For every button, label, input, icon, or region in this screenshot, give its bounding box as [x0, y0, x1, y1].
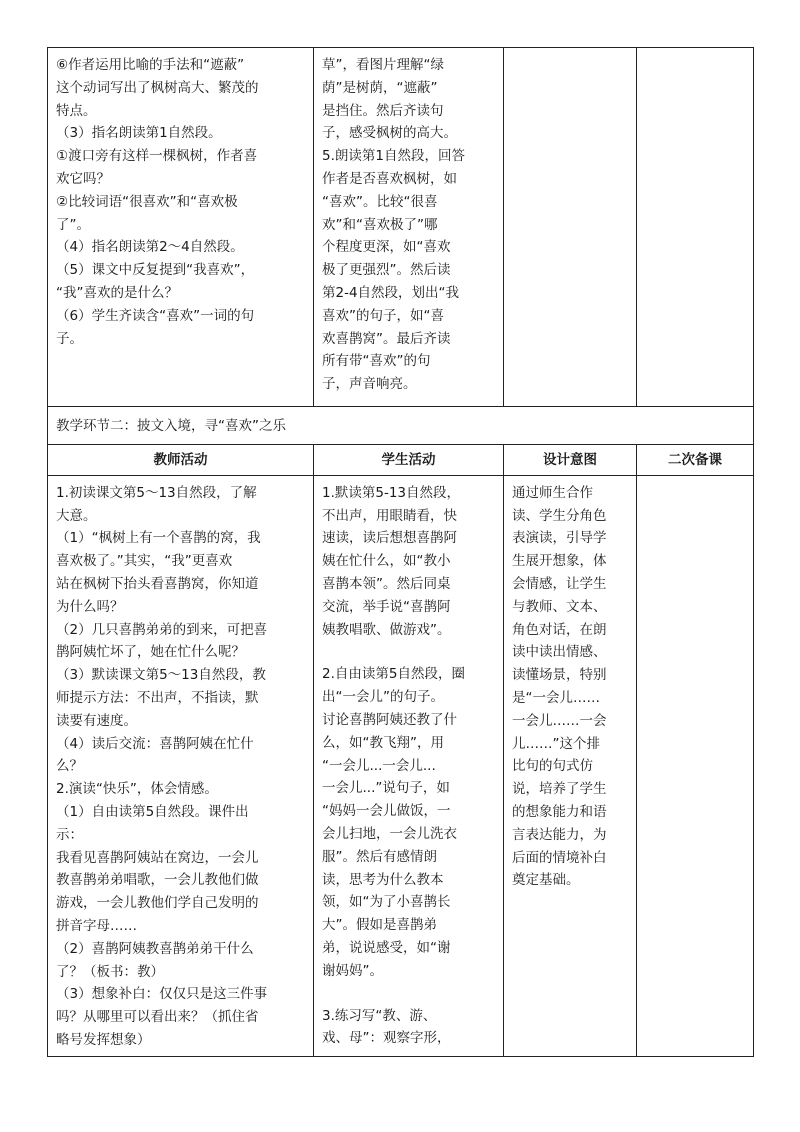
header-second-prep: 二次备课 — [637, 444, 754, 475]
text-line: “喜欢”。比较“很喜 — [322, 193, 438, 210]
text-line: 生展开想象，体 — [512, 553, 607, 570]
table-row-continued — [48, 48, 754, 407]
text-line: 子。 — [56, 330, 83, 347]
lesson-plan-page — [47, 47, 753, 1057]
text-line: 作者是否喜欢枫树，如 — [322, 170, 457, 187]
header-row — [48, 444, 754, 475]
text-line: 不出声，用眼睛看，快 — [322, 507, 457, 524]
text-line: （3）默读课文第5～13自然段，教 — [56, 667, 266, 684]
text-line: 为什么吗？ — [56, 598, 124, 615]
text-line: 吗？从哪里可以看出来？（抓住省 — [56, 1009, 259, 1026]
text-line: 会情感，让学生 — [512, 575, 607, 592]
text-line: （2）几只喜鹊弟弟的到来，可把喜 — [56, 621, 268, 638]
text-line: 了？（板书：教） — [56, 963, 164, 980]
lesson-plan-table — [47, 47, 754, 1057]
text-line: 么？ — [56, 758, 83, 775]
text-line: 欢”和“喜欢极了”哪 — [322, 216, 438, 233]
teacher-activity-cell-top — [48, 48, 314, 407]
text-line: （3）想象补白：仅仅只是这三件事 — [56, 986, 268, 1003]
text-line: （1）自由读第5自然段。课件出 — [56, 803, 249, 820]
text-line: “一会儿...一会儿... — [322, 757, 436, 774]
text-line: 弟，说说感受，如“谢 — [322, 939, 451, 956]
text-line: 一会儿……一会 — [512, 712, 607, 729]
text-line: 说，培养了学生 — [512, 781, 607, 798]
text-line: 儿……”这个排 — [512, 735, 600, 752]
text-line: 鹊阿姨忙坏了，她在忙什么呢？ — [56, 644, 245, 661]
text-line: 会儿扫地，一会儿洗衣 — [322, 825, 457, 842]
text-line: 站在枫树下抬头看喜鹊窝，你知道 — [56, 575, 259, 592]
text-line: 大”。假如是喜鹊弟 — [322, 917, 437, 934]
text-line: 姨教唱歌、做游戏”。 — [322, 621, 451, 638]
text-line: 大意。 — [56, 507, 97, 524]
text-line: 2.自由读第5自然段，圈 — [322, 666, 465, 683]
text-line: ⑥作者运用比喻的手法和“遮蔽” — [56, 57, 245, 73]
text-line: 了”。 — [56, 216, 90, 233]
text-line: 游戏，一会儿教他们学自己发明的 — [56, 895, 259, 912]
second-prep-cell-top — [637, 48, 754, 407]
text-line: 服”。然后有感情朗 — [322, 848, 437, 865]
text-line: （4）指名朗读第2～4自然段。 — [56, 239, 244, 256]
text-line: 师提示方法：不出声，不指读，默 — [56, 689, 259, 706]
text-line: 2.演读“快乐”，体会情感。 — [56, 781, 218, 798]
text-line: 示： — [56, 826, 83, 843]
text-line: 后面的情境补白 — [512, 849, 607, 866]
text-line: （4）读后交流：喜鹊阿姨在忙什 — [56, 735, 254, 752]
text-line: 个程度更深，如“喜欢 — [322, 239, 451, 256]
text-line: 通过师生合作 — [512, 484, 593, 501]
section-row — [48, 407, 754, 445]
text-line: 略号发挥想象） — [56, 1031, 151, 1048]
text-line: （3）指名朗读第1自然段。 — [56, 125, 222, 142]
text-line: 言表达能力，为 — [512, 826, 607, 843]
text-line: 读、学生分角色 — [512, 507, 607, 524]
text-line: 一会儿...”说句子，如 — [322, 780, 450, 797]
section-title: 教学环节二：披文入境，寻“喜欢”之乐 — [48, 407, 754, 445]
text-line: （6）学生齐读含“喜欢”一词的句 — [56, 307, 255, 324]
text-line: 奠定基础。 — [512, 872, 580, 889]
text-line: 谢妈妈”。 — [322, 962, 383, 979]
text-line: 领，如“为了小喜鹊长 — [322, 894, 451, 911]
text-line: 3.练习写“教、游、 — [322, 1007, 437, 1024]
text-line: 是挡住。然后齐读句 — [322, 102, 444, 119]
text-line: 教喜鹊弟弟唱歌，一会儿教他们做 — [56, 872, 259, 889]
text-line: 喜欢”的句子，如“喜 — [322, 307, 444, 324]
text-line: （2）喜鹊阿姨教喜鹊弟弟干什么 — [56, 940, 254, 957]
text-line: 特点。 — [56, 102, 97, 119]
student-activity-cell — [314, 475, 504, 1056]
header-student-activity: 学生活动 — [314, 444, 504, 475]
text-line: 出“一会儿”的句子。 — [322, 689, 444, 706]
text-line: （1）“枫树上有一个喜鹊的窝，我 — [56, 530, 261, 547]
text-line: （5）课文中反复提到“我喜欢”， — [56, 262, 255, 279]
design-intent-cell-top — [504, 48, 637, 407]
text-line: 1.初读课文第5～13自然段，了解 — [56, 484, 257, 501]
text-line: 读中读出情感、 — [512, 644, 607, 661]
text-line: 荫”是树荫，“遮蔽” — [322, 79, 438, 96]
text-line: ①渡口旁有这样一棵枫树，作者喜 — [56, 148, 258, 165]
text-line: 子，声音响亮。 — [322, 376, 417, 393]
text-line: 1.默读第5-13自然段， — [322, 484, 461, 501]
text-line: 角色对话，在朗 — [512, 621, 607, 638]
text-line: 速读，读后想想喜鹊阿 — [322, 530, 457, 547]
text-line: 草”，看图片理解“绿 — [322, 57, 444, 73]
design-intent-cell — [504, 475, 637, 1056]
teacher-activity-cell — [48, 475, 314, 1056]
text-line: 讨论喜鹊阿姨还教了什 — [322, 711, 457, 728]
text-line: 欢它吗？ — [56, 170, 110, 187]
text-line: 这个动词写出了枫树高大、繁茂的 — [56, 79, 259, 96]
text-line: 是“一会儿…… — [512, 689, 600, 706]
text-line: 读懂场景，特别 — [512, 667, 607, 684]
text-line: 所有带“喜欢”的句 — [322, 353, 431, 370]
text-line: 我看见喜鹊阿姨站在窝边，一会儿 — [56, 849, 259, 866]
text-line: 拼音字母…… — [56, 917, 137, 934]
student-activity-cell-top — [314, 48, 504, 407]
text-line: 姨在忙什么，如“教小 — [322, 553, 451, 570]
text-line: 读要有速度。 — [56, 712, 137, 729]
text-line: 极了更强烈”。然后读 — [322, 262, 451, 279]
text-line: 读，思考为什么教本 — [322, 871, 444, 888]
table-row-section-two — [48, 475, 754, 1056]
header-design-intent: 设计意图 — [504, 444, 637, 475]
text-line: 比句的句式仿 — [512, 758, 593, 775]
text-line: 交流，举手说“喜鹊阿 — [322, 598, 451, 615]
text-line: 5.朗读第1自然段，回答 — [322, 148, 465, 165]
text-line: 么，如“教飞翔”，用 — [322, 734, 444, 751]
text-line: 喜鹊本领”。然后同桌 — [322, 575, 451, 592]
text-line: 子，感受枫树的高大。 — [322, 125, 457, 142]
second-prep-cell — [637, 475, 754, 1056]
text-line: ②比较词语“很喜欢”和“喜欢极 — [56, 193, 238, 210]
text-line: “我”喜欢的是什么？ — [56, 284, 178, 301]
text-line: 第2-4自然段，划出“我 — [322, 284, 460, 301]
text-line: 戏、母”：观察字形， — [322, 1030, 451, 1047]
text-line: 表演读，引导学 — [512, 530, 607, 547]
text-line: 欢喜鹊窝”。最后齐读 — [322, 330, 451, 347]
text-line: “妈妈一会儿做饭，一 — [322, 803, 451, 820]
text-line: 与教师、文本、 — [512, 598, 607, 615]
text-line: 喜欢极了。”其实，“我”更喜欢 — [56, 553, 233, 570]
text-line: 的想象能力和语 — [512, 803, 607, 820]
header-teacher-activity: 教师活动 — [48, 444, 314, 475]
